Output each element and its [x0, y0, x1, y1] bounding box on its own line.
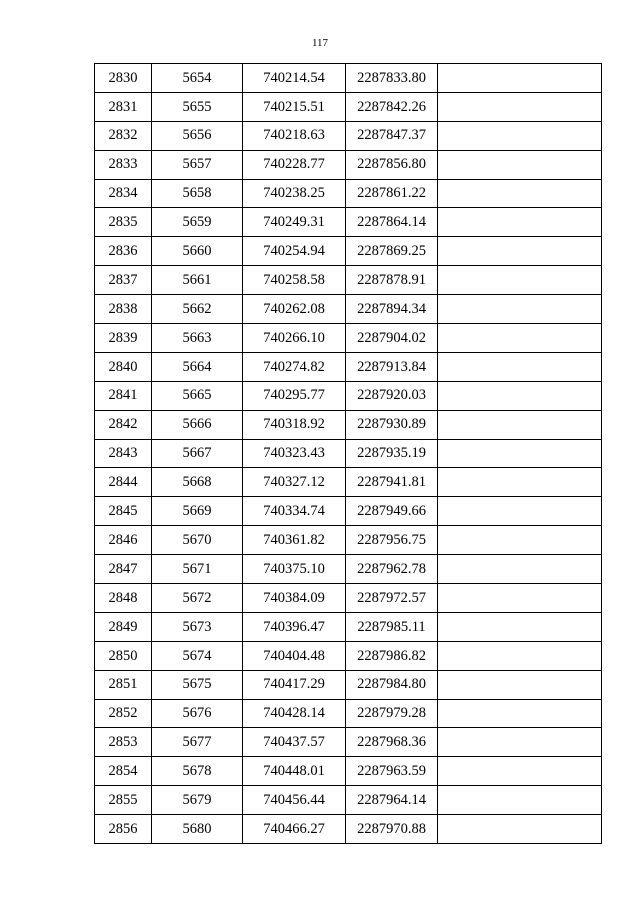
row-index-cell: 2855	[95, 786, 152, 815]
y-coordinate-cell: 2287842.26	[346, 92, 438, 121]
table-row	[95, 266, 602, 295]
y-coordinate-cell: 2287970.88	[346, 815, 438, 844]
x-coordinate-cell: 740254.94	[243, 237, 346, 266]
x-coordinate-cell: 740323.43	[243, 439, 346, 468]
y-coordinate-cell: 2287986.82	[346, 641, 438, 670]
note-cell	[438, 237, 602, 266]
row-index-cell: 2853	[95, 728, 152, 757]
y-coordinate-cell: 2287964.14	[346, 786, 438, 815]
y-coordinate-cell: 2287941.81	[346, 468, 438, 497]
note-cell	[438, 208, 602, 237]
table-row	[95, 699, 602, 728]
table-row	[95, 728, 602, 757]
table-row	[95, 92, 602, 121]
point-id-cell: 5662	[152, 295, 243, 324]
row-index-cell: 2842	[95, 410, 152, 439]
note-cell	[438, 641, 602, 670]
point-id-cell: 5670	[152, 526, 243, 555]
row-index-cell: 2831	[95, 92, 152, 121]
table-row	[95, 295, 602, 324]
page-number: 117	[311, 37, 329, 49]
note-cell	[438, 64, 602, 93]
note-cell	[438, 757, 602, 786]
point-id-cell: 5674	[152, 641, 243, 670]
y-coordinate-cell: 2287861.22	[346, 179, 438, 208]
table-row	[95, 64, 602, 93]
x-coordinate-cell: 740437.57	[243, 728, 346, 757]
note-cell	[438, 439, 602, 468]
point-id-cell: 5673	[152, 612, 243, 641]
x-coordinate-cell: 740327.12	[243, 468, 346, 497]
table-row	[95, 670, 602, 699]
note-cell	[438, 612, 602, 641]
y-coordinate-cell: 2287956.75	[346, 526, 438, 555]
y-coordinate-cell: 2287847.37	[346, 121, 438, 150]
y-coordinate-cell: 2287984.80	[346, 670, 438, 699]
point-id-cell: 5658	[152, 179, 243, 208]
y-coordinate-cell: 2287963.59	[346, 757, 438, 786]
point-id-cell: 5679	[152, 786, 243, 815]
y-coordinate-cell: 2287878.91	[346, 266, 438, 295]
row-index-cell: 2845	[95, 497, 152, 526]
table-row	[95, 757, 602, 786]
row-index-cell: 2852	[95, 699, 152, 728]
y-coordinate-cell: 2287949.66	[346, 497, 438, 526]
point-id-cell: 5680	[152, 815, 243, 844]
y-coordinate-cell: 2287972.57	[346, 584, 438, 613]
x-coordinate-cell: 740456.44	[243, 786, 346, 815]
point-id-cell: 5657	[152, 150, 243, 179]
table-row	[95, 584, 602, 613]
x-coordinate-cell: 740218.63	[243, 121, 346, 150]
y-coordinate-cell: 2287985.11	[346, 612, 438, 641]
x-coordinate-cell: 740262.08	[243, 295, 346, 324]
row-index-cell: 2837	[95, 266, 152, 295]
x-coordinate-cell: 740214.54	[243, 64, 346, 93]
y-coordinate-cell: 2287894.34	[346, 295, 438, 324]
point-id-cell: 5655	[152, 92, 243, 121]
table-row	[95, 410, 602, 439]
row-index-cell: 2843	[95, 439, 152, 468]
note-cell	[438, 150, 602, 179]
x-coordinate-cell: 740318.92	[243, 410, 346, 439]
note-cell	[438, 92, 602, 121]
table-row	[95, 324, 602, 353]
note-cell	[438, 815, 602, 844]
row-index-cell: 2850	[95, 641, 152, 670]
row-index-cell: 2844	[95, 468, 152, 497]
row-index-cell: 2846	[95, 526, 152, 555]
note-cell	[438, 584, 602, 613]
note-cell	[438, 381, 602, 410]
table-row	[95, 150, 602, 179]
note-cell	[438, 497, 602, 526]
x-coordinate-cell: 740228.77	[243, 150, 346, 179]
x-coordinate-cell: 740361.82	[243, 526, 346, 555]
table-row	[95, 555, 602, 584]
note-cell	[438, 352, 602, 381]
x-coordinate-cell: 740417.29	[243, 670, 346, 699]
x-coordinate-cell: 740215.51	[243, 92, 346, 121]
row-index-cell: 2849	[95, 612, 152, 641]
note-cell	[438, 699, 602, 728]
point-id-cell: 5678	[152, 757, 243, 786]
note-cell	[438, 728, 602, 757]
coordinates-table	[94, 63, 602, 844]
row-index-cell: 2834	[95, 179, 152, 208]
table-row	[95, 612, 602, 641]
point-id-cell: 5660	[152, 237, 243, 266]
row-index-cell: 2856	[95, 815, 152, 844]
point-id-cell: 5668	[152, 468, 243, 497]
row-index-cell: 2830	[95, 64, 152, 93]
note-cell	[438, 468, 602, 497]
row-index-cell: 2840	[95, 352, 152, 381]
x-coordinate-cell: 740466.27	[243, 815, 346, 844]
y-coordinate-cell: 2287920.03	[346, 381, 438, 410]
x-coordinate-cell: 740334.74	[243, 497, 346, 526]
y-coordinate-cell: 2287935.19	[346, 439, 438, 468]
point-id-cell: 5667	[152, 439, 243, 468]
point-id-cell: 5654	[152, 64, 243, 93]
table-row	[95, 468, 602, 497]
y-coordinate-cell: 2287856.80	[346, 150, 438, 179]
y-coordinate-cell: 2287968.36	[346, 728, 438, 757]
note-cell	[438, 670, 602, 699]
table-row	[95, 641, 602, 670]
note-cell	[438, 266, 602, 295]
note-cell	[438, 410, 602, 439]
point-id-cell: 5659	[152, 208, 243, 237]
row-index-cell: 2839	[95, 324, 152, 353]
x-coordinate-cell: 740295.77	[243, 381, 346, 410]
table-row	[95, 815, 602, 844]
table-row	[95, 439, 602, 468]
y-coordinate-cell: 2287979.28	[346, 699, 438, 728]
table-row	[95, 208, 602, 237]
note-cell	[438, 555, 602, 584]
y-coordinate-cell: 2287833.80	[346, 64, 438, 93]
y-coordinate-cell: 2287962.78	[346, 555, 438, 584]
note-cell	[438, 786, 602, 815]
y-coordinate-cell: 2287913.84	[346, 352, 438, 381]
note-cell	[438, 295, 602, 324]
row-index-cell: 2835	[95, 208, 152, 237]
x-coordinate-cell: 740428.14	[243, 699, 346, 728]
point-id-cell: 5665	[152, 381, 243, 410]
point-id-cell: 5677	[152, 728, 243, 757]
row-index-cell: 2854	[95, 757, 152, 786]
note-cell	[438, 324, 602, 353]
row-index-cell: 2841	[95, 381, 152, 410]
point-id-cell: 5661	[152, 266, 243, 295]
row-index-cell: 2848	[95, 584, 152, 613]
point-id-cell: 5666	[152, 410, 243, 439]
point-id-cell: 5656	[152, 121, 243, 150]
row-index-cell: 2838	[95, 295, 152, 324]
y-coordinate-cell: 2287930.89	[346, 410, 438, 439]
point-id-cell: 5663	[152, 324, 243, 353]
table-row	[95, 497, 602, 526]
point-id-cell: 5664	[152, 352, 243, 381]
x-coordinate-cell: 740266.10	[243, 324, 346, 353]
table-row	[95, 786, 602, 815]
x-coordinate-cell: 740384.09	[243, 584, 346, 613]
row-index-cell: 2833	[95, 150, 152, 179]
table-row	[95, 526, 602, 555]
note-cell	[438, 526, 602, 555]
point-id-cell: 5675	[152, 670, 243, 699]
table-row	[95, 121, 602, 150]
row-index-cell: 2836	[95, 237, 152, 266]
y-coordinate-cell: 2287869.25	[346, 237, 438, 266]
row-index-cell: 2832	[95, 121, 152, 150]
point-id-cell: 5671	[152, 555, 243, 584]
table-body	[95, 64, 602, 844]
point-id-cell: 5672	[152, 584, 243, 613]
note-cell	[438, 121, 602, 150]
row-index-cell: 2847	[95, 555, 152, 584]
row-index-cell: 2851	[95, 670, 152, 699]
x-coordinate-cell: 740274.82	[243, 352, 346, 381]
x-coordinate-cell: 740238.25	[243, 179, 346, 208]
table-row	[95, 237, 602, 266]
note-cell	[438, 179, 602, 208]
point-id-cell: 5676	[152, 699, 243, 728]
x-coordinate-cell: 740258.58	[243, 266, 346, 295]
y-coordinate-cell: 2287864.14	[346, 208, 438, 237]
x-coordinate-cell: 740375.10	[243, 555, 346, 584]
table-row	[95, 352, 602, 381]
x-coordinate-cell: 740396.47	[243, 612, 346, 641]
x-coordinate-cell: 740249.31	[243, 208, 346, 237]
table-row	[95, 179, 602, 208]
point-id-cell: 5669	[152, 497, 243, 526]
x-coordinate-cell: 740404.48	[243, 641, 346, 670]
y-coordinate-cell: 2287904.02	[346, 324, 438, 353]
x-coordinate-cell: 740448.01	[243, 757, 346, 786]
table-row	[95, 381, 602, 410]
